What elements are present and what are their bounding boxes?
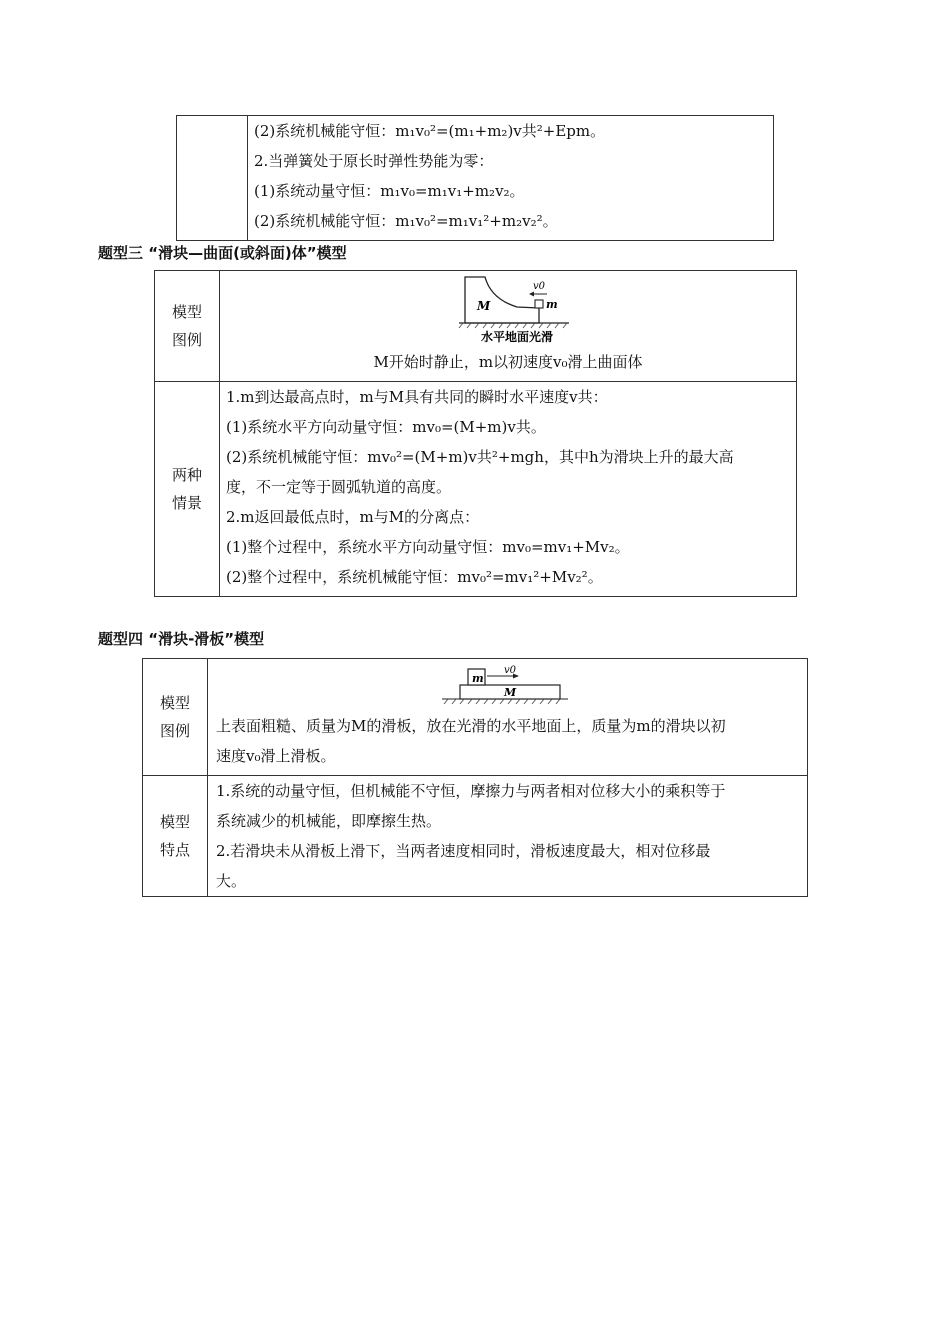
label-line: 模型: [159, 813, 190, 831]
text-line: 上表面粗糙、质量为M的滑板，放在光滑的水平地面上，质量为m的滑块以初: [216, 717, 726, 735]
section3-table: [154, 270, 797, 597]
label-M: M: [477, 299, 491, 313]
block-board-figure: [442, 661, 574, 709]
figure-caption: M开始时静止，m以初速度v₀滑上曲面体: [373, 353, 643, 371]
label-m: m: [472, 672, 484, 685]
section-heading-3: 题型三 “滑块—曲面(或斜面)体”模型: [98, 244, 347, 262]
text-line: 2.当弹簧处于原长时弹性势能为零：: [254, 152, 494, 170]
label-line: 两种: [171, 466, 202, 484]
row-label-features: [143, 776, 208, 897]
text-line: (2)系统机械能守恒：m₁v₀²=m₁v₁²+m₂v₂²。: [254, 212, 558, 230]
label-v0: v0: [504, 665, 517, 676]
label-m: m: [546, 298, 558, 311]
text-line: (1)整个过程中，系统水平方向动量守恒：mv₀=mv₁+Mv₂。: [226, 538, 630, 556]
text-line: 速度v₀滑上滑板。: [216, 747, 336, 765]
label-line: 模型: [171, 303, 202, 321]
block-m-shape: [535, 300, 543, 308]
text-line: (2)整个过程中，系统机械能守恒：mv₀²=mv₁²+Mv₂²。: [226, 568, 603, 586]
label-M: M: [504, 686, 517, 699]
text-line: 1.m到达最高点时，m与M具有共同的瞬时水平速度v共：: [226, 388, 608, 406]
figure-cell: [208, 659, 808, 776]
text-line: (1)系统水平方向动量守恒：mv₀=(M+m)v共。: [226, 418, 546, 436]
text-line: 大。: [216, 872, 247, 890]
label-line: 图例: [159, 722, 190, 740]
top-table-left-cell: [177, 116, 248, 241]
label-v0: v0: [533, 281, 546, 292]
section4-table: [142, 658, 808, 897]
curved-block-figure: [457, 271, 577, 347]
text-line: 1.系统的动量守恒，但机械能不守恒，摩擦力与两者相对位移大小的乘积等于: [216, 782, 726, 800]
section-heading-4: 题型四 “滑块-滑板”模型: [98, 630, 265, 648]
text-line: (1)系统动量守恒：m₁v₀=m₁v₁+m₂v₂。: [254, 182, 525, 200]
ground-caption: 水平地面光滑: [480, 330, 554, 344]
text-line: 2.若滑块未从滑板上滑下，当两者速度相同时，滑板速度最大，相对位移最: [216, 842, 711, 860]
top-table-right-cell: [248, 116, 774, 241]
top-table: [176, 115, 774, 241]
figure-cell: [220, 271, 797, 382]
text-line: 度，不一定等于圆弧轨道的高度。: [226, 478, 452, 496]
row-label-scenarios: [155, 382, 220, 597]
label-line: 图例: [171, 331, 202, 349]
text-line: 2.m返回最低点时，m与M的分离点：: [226, 508, 480, 526]
label-line: 特点: [159, 841, 190, 859]
text-line: 系统减少的机械能，即摩擦生热。: [216, 812, 442, 830]
text-line: (2)系统机械能守恒：m₁v₀²=(m₁+m₂)v共²+Epm。: [254, 122, 606, 140]
label-line: 情景: [171, 494, 202, 512]
features-cell: [208, 776, 808, 897]
row-label-figure: [143, 659, 208, 776]
text-line: (2)系统机械能守恒：mv₀²=(M+m)v共²+mgh，其中h为滑块上升的最大高: [226, 448, 734, 466]
row-label-figure: [155, 271, 220, 382]
scenarios-cell: [220, 382, 797, 597]
label-line: 模型: [159, 694, 190, 712]
